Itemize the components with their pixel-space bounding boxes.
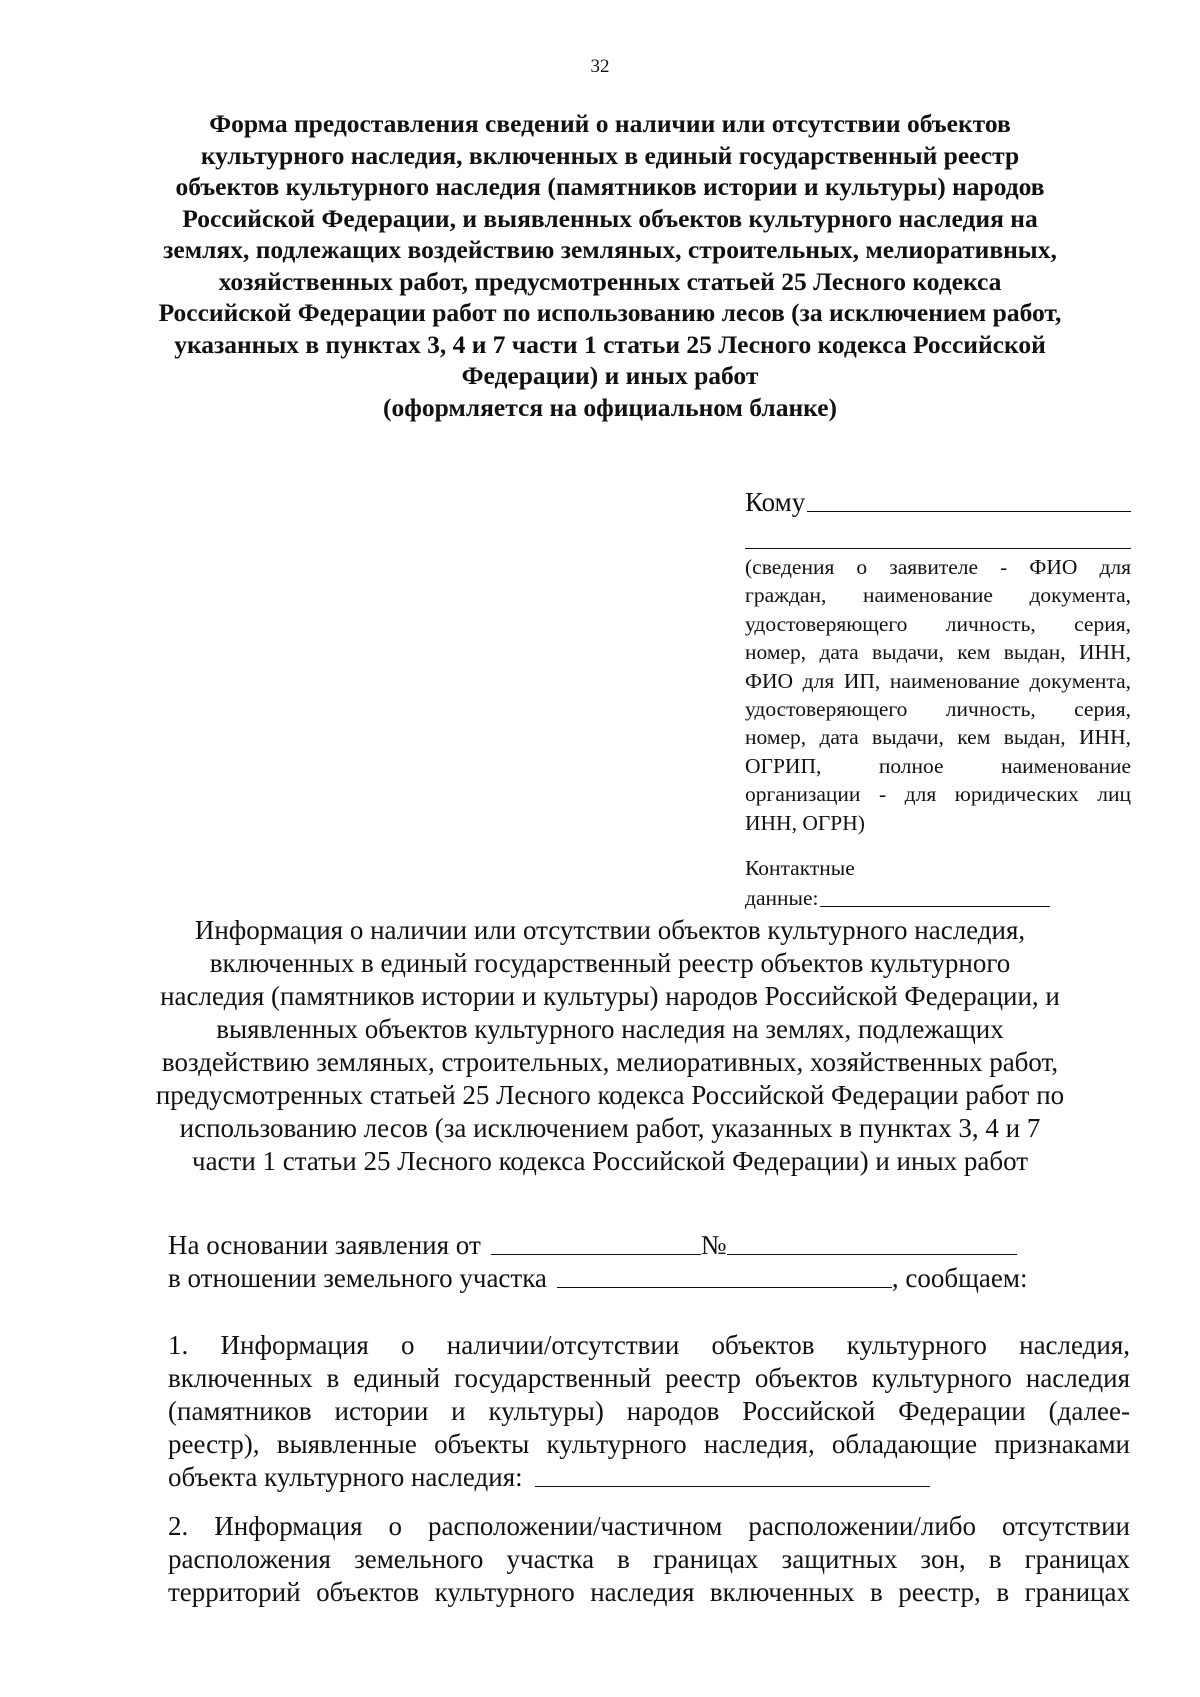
info-heading-line: Информация о наличии или отсутствии объектов культурного наследия,	[194, 915, 1026, 945]
info-heading-line: части 1 статьи 25 Лесного кодекса Российской Федерации) и иных работ	[191, 1146, 1029, 1176]
recipient-block	[745, 484, 1131, 913]
form-title	[150, 108, 1070, 423]
recipient-to-label: Кому	[745, 487, 806, 517]
contacts-line	[745, 883, 1131, 913]
statement-line	[168, 1229, 1128, 1262]
section-1	[168, 1329, 1130, 1494]
recipient-second-line[interactable]	[745, 548, 1131, 549]
plot-prefix: в отношении земельного участка	[168, 1263, 547, 1293]
statement-prefix: На основании заявления от	[168, 1230, 481, 1260]
form-title-line: Форма предоставления сведений о наличии или отсутствии объектов	[209, 109, 1011, 138]
applicant-note: (сведения о заявителе - ФИО для граждан, наименование документа, удостоверяющего личность, серия, номер, дата выдачи, кем выдан, ИНН, ФИО для ИП, наименование документа, удостоверяющего личность, серия, номер, дата выдачи, кем выдан, ИНН, ОГРИП, полное наименование организации - для юридических лиц ИНН, ОГРН)	[745, 555, 1131, 835]
form-title-line: Федерации) и иных работ	[461, 361, 759, 390]
page-number: 32	[590, 56, 610, 77]
form-title-line: указанных в пунктах 3, 4 и 7 части 1 статьи 25 Лесного кодекса Российской	[174, 329, 1046, 359]
recipient-to-field[interactable]	[807, 510, 1131, 512]
info-heading-line: воздействию земляных, строительных, мелиоративных, хозяйственных работ,	[161, 1047, 1059, 1077]
section-1-line: включенных в единый государственный реестр объектов культурного наследия	[168, 1363, 1130, 1393]
contacts-block	[745, 853, 1131, 913]
section-1-last-line	[168, 1461, 1130, 1494]
form-title-line: Российской Федерации, и выявленных объектов культурного наследия на	[182, 203, 1038, 233]
section-1-field[interactable]	[535, 1485, 930, 1487]
info-heading-line: наследия (памятников истории и культуры) народов Российской Федерации, и	[160, 981, 1060, 1011]
plot-line	[168, 1262, 1128, 1295]
info-heading-line: использованию лесов (за исключением работ, указанных в пунктах 3, 4 и 7	[179, 1113, 1041, 1143]
form-title-line: Российской Федерации работ по использованию лесов (за исключением работ,	[158, 298, 1062, 327]
form-title-line: хозяйственных работ, предусмотренных статьей 25 Лесного кодекса	[218, 266, 1002, 296]
form-title-line: объектов культурного наследия (памятников истории и культуры) народов	[175, 172, 1045, 201]
section-1-line: (памятников истории и культуры) народов Российской Федерации (далее-	[168, 1396, 1130, 1426]
statement-date-field[interactable]	[491, 1253, 701, 1255]
section-2-line: 2. Информация о расположении/частичном расположении/либо отсутствии	[168, 1511, 1130, 1541]
number-sign: №	[700, 1230, 727, 1260]
contacts-label: Контактные	[745, 856, 855, 881]
contacts-field[interactable]	[820, 906, 1050, 907]
recipient-to-line	[745, 484, 1131, 518]
section-1-last-text: объекта культурного наследия:	[168, 1462, 523, 1492]
info-heading-line: предусмотренных статьей 25 Лесного кодекса Российской Федерации работ по	[155, 1080, 1065, 1110]
plot-field[interactable]	[557, 1286, 892, 1288]
info-heading	[150, 914, 1070, 1178]
form-title-line: культурного наследия, включенных в единый государственный реестр	[200, 140, 1020, 170]
section-2	[168, 1510, 1130, 1609]
plot-suffix: , сообщаем:	[891, 1263, 1028, 1293]
info-heading-line: выявленных объектов культурного наследия на землях, подлежащих	[216, 1014, 1004, 1044]
form-title-line: землях, подлежащих воздействию земляных, строительных, мелиоративных,	[163, 235, 1057, 264]
section-2-line: расположения земельного участка в границах защитных зон, в границах	[168, 1544, 1130, 1574]
statement-number-field[interactable]	[727, 1253, 1017, 1255]
section-1-line: реестр), выявленные объекты культурного наследия, обладающие признаками	[168, 1429, 1130, 1459]
info-heading-line: включенных в единый государственный реестр объектов культурного	[209, 948, 1011, 978]
contacts-label-2: данные:	[745, 886, 819, 911]
section-2-line: территорий объектов культурного наследия включенных в реестр, в границах	[168, 1577, 1130, 1607]
basis-block	[168, 1229, 1128, 1295]
form-title-note: (оформляется на официальном бланке)	[382, 392, 838, 422]
section-1-line: 1. Информация о наличии/отсутствии объектов культурного наследия,	[168, 1330, 1130, 1360]
